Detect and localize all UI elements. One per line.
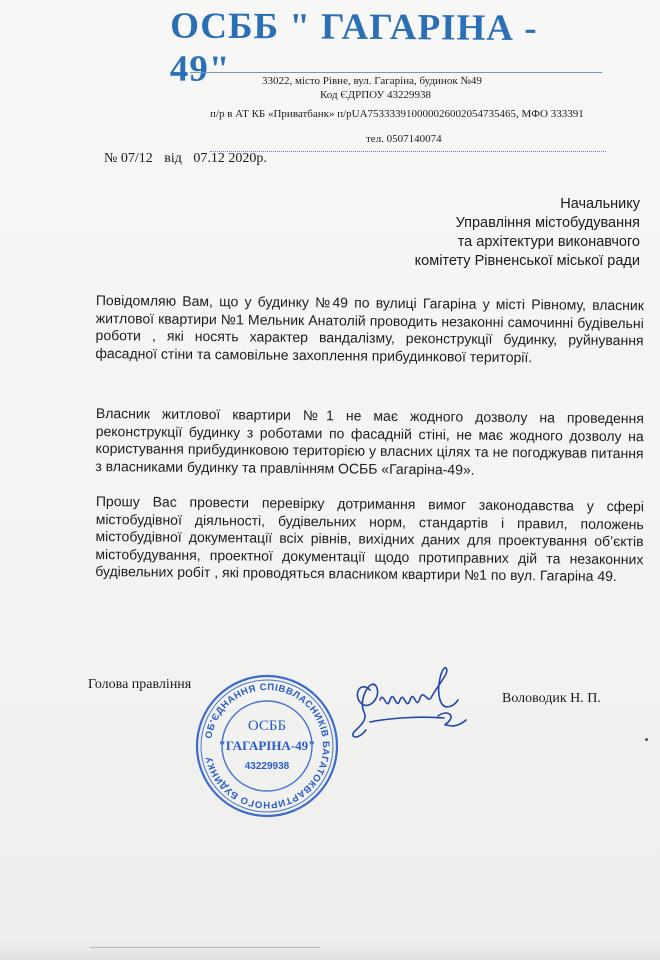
stamp-code: 43229938 xyxy=(244,761,290,772)
page-edge-shadow xyxy=(0,940,660,960)
bank-account-line: п/р в АТ КБ «Приватбанк» п/рUA753333910000026002054735465, МФО 333391 xyxy=(210,108,584,120)
addressee-line: та архітектури виконавчого xyxy=(457,234,640,250)
addressee-block xyxy=(280,195,640,271)
handwritten-signature xyxy=(340,660,480,755)
stamp-name: "ГАГАРІНА-49" xyxy=(218,738,316,753)
body-paragraph: Прошу Вас провести перевірку дотримання вимог законодавства у сфері містобудівної діяльності, будівельних норм, стандартів і правил, положень містобудівної документації всіх рівнів, вихідних даних для проектування об’єктів містобудування, проектної документації щодо протиправних дій та незаконних будівельних робіт , які проводяться власником квартири №1 по вул. Гагаріна 49. xyxy=(95,493,644,585)
official-stamp xyxy=(192,672,342,825)
body-paragraph: Власник житлової квартири №1 не має жодного дозволу на проведення реконструкції будинку з роботами по фасадній стіні, не має жодного дозволу на користування прибудинковою територією у власних цілях та не погоджував питання з власниками будинку та правлінням ОСББ «Гагаріна-49». xyxy=(95,405,644,478)
addressee-line: комітету Рівненської міської ради xyxy=(414,253,640,269)
reference-date: 07.12 2020р. xyxy=(193,151,267,166)
addressee-line: Начальнику xyxy=(560,196,640,212)
reference-date-label: від xyxy=(164,151,182,166)
reference-number: № 07/12 xyxy=(104,151,153,166)
stamp-org: ОСББ xyxy=(247,718,287,734)
signer-name: Воловодик Н. П. xyxy=(502,691,601,706)
reference-line xyxy=(104,151,275,167)
address-line: 33022, місто Рівне, вул. Гагаріна, будинок №49 xyxy=(262,75,482,87)
stamp-ring-text: ОБ'ЄДНАННЯ СПІВВЛАСНИКІВ БАГАТОКВАРТИРНОГО БУДИНКУ xyxy=(203,681,332,811)
phone-line: тел. 0507140074 xyxy=(366,133,442,145)
organization-title: ОСББ " ГАГАРІНА - 49" xyxy=(169,5,538,90)
addressee-line: Управління містобудування xyxy=(455,215,640,231)
edrpou-code-line: Код ЄДРПОУ 43229938 xyxy=(320,89,432,101)
body-paragraph: Повідомляю Вам, що у будинку №49 по вулиці Гагаріна у місті Рівному, власник житлової квартири №1 Мельник Анатолій проводить незаконні самочинні будівельні роботи , які носять характер вандалізму, реконструкції будинку, руйнування фасадної стіни та самовільне захоплення прибудинкової території. xyxy=(95,292,644,365)
header-divider xyxy=(190,72,602,73)
scan-speck xyxy=(645,738,648,741)
signer-position: Голова правління xyxy=(88,677,192,692)
